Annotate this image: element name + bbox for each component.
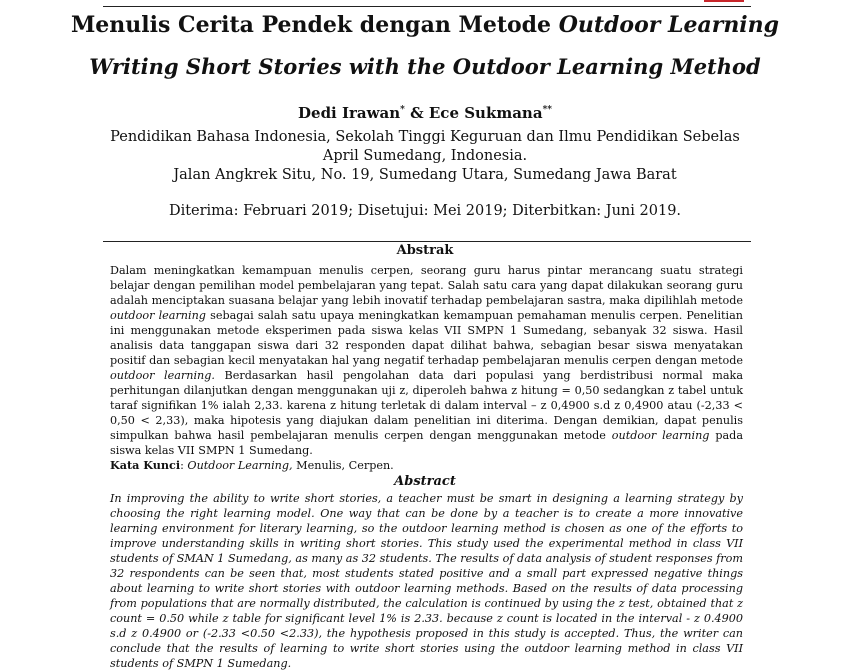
affiliation-address: Jalan Angkrek Situ, No. 19, Sumedang Utara, Sumedang Jawa Barat <box>173 167 677 183</box>
keywords-separator: : <box>180 459 188 472</box>
publication-dates: Diterima: Februari 2019; Disetujui: Mei 2019; Diterbitkan: Juni 2019. <box>168 203 682 219</box>
abstrak-text-1: Dalam meningkatkan kemampuan menulis cerpen, seorang guru harus pintar merancang suatu strategi belajar dengan pemilihan model pembelajaran yang tepat. Salah satu cara yang dapat dilakukan seorang guru adalah menciptakan suasana belajar yang lebih inovatif terhadap pembelajaran sastra, maka dipilihlah metode <box>110 264 743 307</box>
author-line <box>0 104 850 122</box>
abstrak-italic-1: outdoor learning <box>110 309 206 322</box>
journal-header-mark <box>704 0 744 2</box>
abstrak-italic-2: outdoor learning. <box>110 369 215 382</box>
author-2: Ece Sukmana <box>428 104 543 122</box>
keywords-label: Kata Kunci <box>110 458 181 472</box>
top-rule <box>103 6 751 7</box>
abstrak-text-4: pada siswa kelas VII SMPN 1 Sumedang. <box>110 429 743 457</box>
author-1: Dedi Irawan <box>298 104 401 122</box>
abstract-heading: Abstract <box>394 474 456 489</box>
abstrak-body <box>110 263 743 473</box>
author-1-mark: * <box>400 105 405 115</box>
paper-title-italic: Outdoor Learning <box>558 12 780 38</box>
author-2-mark: ** <box>542 105 552 115</box>
author-connector: & <box>404 104 429 122</box>
keywords-italic: Outdoor Learning, <box>187 459 293 472</box>
abstrak-text-3: Berdasarkan hasil pengolahan data dari populasi yang berdistribusi normal maka perhitungan dilanjutkan dengan menggunakan uji z, diperoleh bahwa z hitung = 0,50 sedangkan z tabel untuk taraf signifikan 1% ialah 2,33. karena z hitung terletak di dalam interval – z 0,4900 s.d z 0,4900 atau (-2,33 < 0,50 < 2,33), maka hipotesis yang diajukan dalam penelitian ini diterima. Dengan demikian, dapat penulis simpulkan bahwa hasil pembelajaran menulis cerpen dengan menggunakan metode <box>110 369 743 442</box>
abstract-body: In improving the ability to write short stories, a teacher must be smart in designing a learning strategy by choosing the right learning model. One way that can be done by a teacher is to create a more innovative learning environment for literary learning, so the outdoor learning method is chosen as one of the efforts to improve understanding skills in writing short stories. This study used the experimental method in class VII students of SMAN 1 Sumedang, as many as 32 students. The results of data analysis of student responses from 32 respondents can be seen that, most students stated positive and a small part expressed negative things about learning to write short stories with outdoor learning methods. Based on the results of data processing from populations that are normally distributed, the calculation is continued by using the z test, obtained that z count = 0.50 while z table for significant level 1% is 2.33. because z count is located in the interval - z 0.4900 s.d z 0.4900 or (-2.33 <0.50 <2.33), the hypothesis proposed in this study is accepted. Thus, the writer can conclude that the results of learning to write short stories using the outdoor learning method in class VII students of SMPN 1 Sumedang. <box>110 492 743 670</box>
paper-title <box>0 12 850 38</box>
paper-title-english: Writing Short Stories with the Outdoor Learning Method <box>89 54 761 79</box>
paper-title-text: Menulis Cerita Pendek dengan Metode <box>70 12 559 38</box>
section-rule <box>103 241 751 242</box>
abstrak-italic-3: outdoor learning <box>611 429 710 442</box>
abstrak-text-2: sebagai salah satu upaya meningkatkan kemampuan pemahaman menulis cerpen. Penelitian ini menggunakan metode eksperimen pada siswa kelas VII SMPN 1 Sumedang, sebanyak 32 siswa. Hasil analisis data tanggapan siswa dari 32 responden dapat dilihat bahwa, sebagian besar siswa menyatakan positif dan sebagian kecil menyatakan hal yang negatif terhadap pembelajaran menulis cerpen dengan metode <box>110 309 743 367</box>
keywords-rest: Menulis, Cerpen. <box>292 459 394 472</box>
affiliation <box>110 128 740 185</box>
affiliation-institution: Pendidikan Bahasa Indonesia, Sekolah Tinggi Keguruan dan Ilmu Pendidikan Sebelas April Sumedang, Indonesia. <box>110 129 740 164</box>
abstrak-heading: Abstrak <box>396 243 454 258</box>
